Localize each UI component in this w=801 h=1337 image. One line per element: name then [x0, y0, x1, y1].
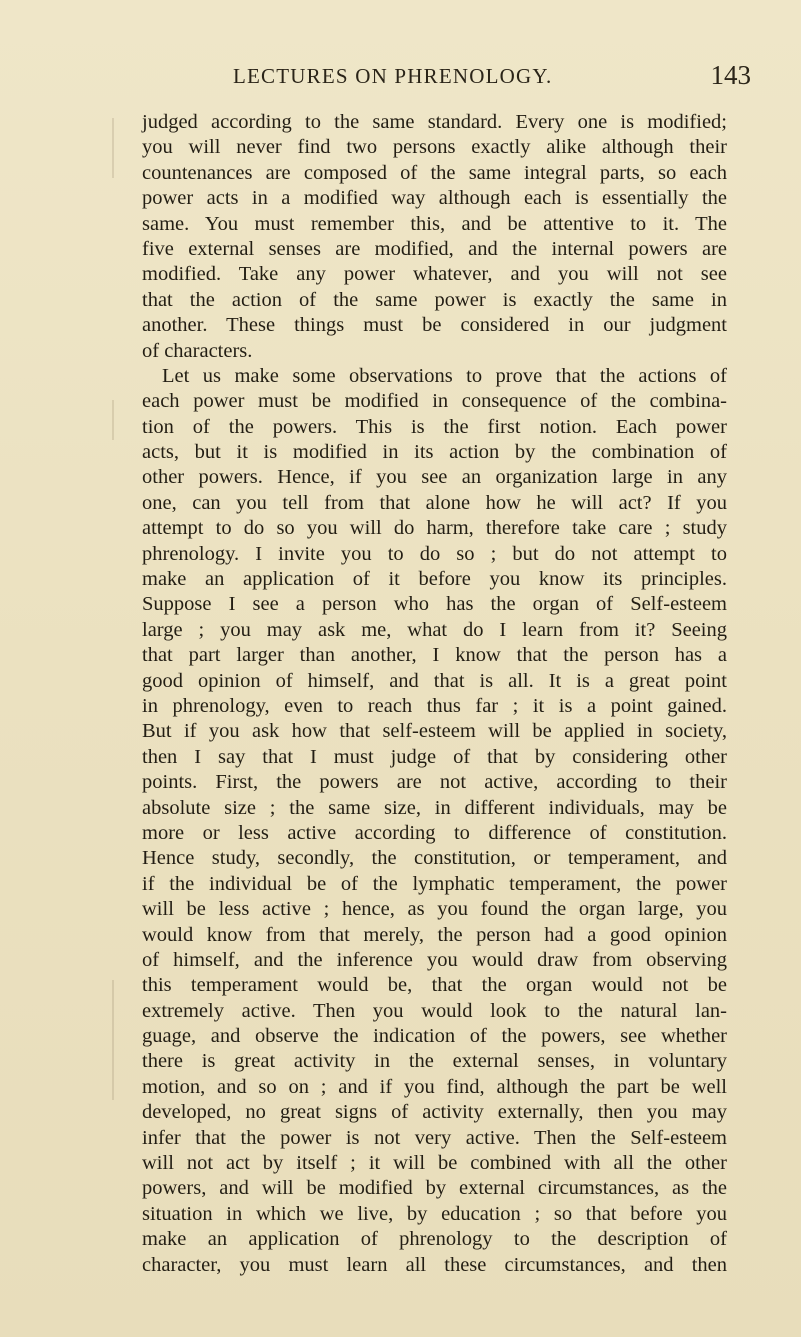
text-line: each power must be modified in consequence of the combina- — [142, 390, 727, 413]
text-line: Hence study, secondly, the constitution, or temperament, and — [142, 847, 727, 870]
text-line: will be less active ; hence, as you found the organ large, you — [142, 898, 727, 921]
text-line: five external senses are modified, and the internal powers are — [142, 237, 727, 260]
text-line: good opinion of himself, and that is all. It is a great point — [142, 669, 727, 692]
text-line: make an application of it before you know its principles. — [142, 568, 727, 591]
text-line: modified. Take any power whatever, and you will not see — [142, 263, 727, 286]
text-line: same. You must remember this, and be attentive to it. The — [142, 212, 727, 235]
text-line: judged according to the same standard. Every one is modified; — [142, 111, 727, 133]
running-title: LECTURES ON PHRENOLOGY. — [233, 64, 553, 88]
text-line: this temperament would be, that the organ would not be — [142, 974, 727, 997]
text-line: there is great activity in the external senses, in voluntary — [142, 1050, 727, 1073]
text-line: other powers. Hence, if you see an organization large in any — [142, 466, 727, 489]
text-line: guage, and observe the indication of the powers, see whether — [142, 1025, 727, 1048]
text-line: large ; you may ask me, what do I learn from it? Seeing — [142, 618, 727, 641]
text-line: make an application of phrenology to the description of — [142, 1228, 727, 1251]
text-line: infer that the power is not very active. Then the Self-esteem — [142, 1126, 727, 1149]
margin-bleed-mark — [112, 980, 114, 1100]
text-line: power acts in a modified way although each is essentially the — [142, 187, 727, 210]
text-line: Let us make some observations to prove that the actions of — [162, 364, 727, 387]
text-line: extremely active. Then you would look to the natural lan- — [142, 999, 727, 1022]
text-line: in phrenology, even to reach thus far ; it is a point gained. — [142, 694, 727, 717]
text-line: phrenology. I invite you to do so ; but do not attempt to — [142, 542, 727, 565]
body-text — [142, 110, 727, 1278]
text-line: acts, but it is modified in its action by the combination of — [142, 441, 727, 464]
page-number: 143 — [710, 60, 751, 90]
text-line: powers, and will be modified by external circumstances, as the — [142, 1177, 727, 1200]
text-line: But if you ask how that self-esteem will be applied in society, — [142, 720, 727, 743]
text-line: you will never find two persons exactly alike although their — [142, 136, 727, 159]
text-line: another. These things must be considered in our judgment — [142, 314, 727, 337]
margin-bleed-mark — [112, 400, 114, 440]
text-line: character, you must learn all these circumstances, and then — [142, 1253, 727, 1276]
text-line: will not act by itself ; it will be combined with all the other — [142, 1152, 727, 1175]
text-line: then I say that I must judge of that by considering other — [142, 745, 727, 768]
text-line: points. First, the powers are not active, according to their — [142, 771, 727, 794]
text-line: of characters. — [142, 339, 253, 362]
text-line: if the individual be of the lymphatic temperament, the power — [142, 872, 727, 895]
text-line: that the action of the same power is exactly the same in — [142, 288, 727, 311]
text-line: that part larger than another, I know that the person has a — [142, 644, 727, 667]
text-line: absolute size ; the same size, in different individuals, may be — [142, 796, 727, 819]
text-line: tion of the powers. This is the first notion. Each power — [142, 415, 727, 438]
text-line: one, can you tell from that alone how he will act? If you — [142, 491, 727, 514]
text-line: attempt to do so you will do harm, therefore take care ; study — [142, 517, 727, 540]
text-line: Suppose I see a person who has the organ of Self-esteem — [142, 593, 727, 616]
text-line: more or less active according to difference of constitution. — [142, 821, 727, 844]
margin-bleed-mark — [112, 118, 114, 178]
text-line: situation in which we live, by education ; so that before you — [142, 1202, 727, 1225]
text-line: motion, and so on ; and if you find, although the part be well — [142, 1075, 727, 1098]
page-header — [219, 60, 751, 98]
text-line: of himself, and the inference you would draw from observing — [142, 948, 727, 971]
text-line: countenances are composed of the same integral parts, so each — [142, 161, 727, 184]
text-line: developed, no great signs of activity externally, then you may — [142, 1101, 727, 1124]
text-line: would know from that merely, the person had a good opinion — [142, 923, 727, 946]
